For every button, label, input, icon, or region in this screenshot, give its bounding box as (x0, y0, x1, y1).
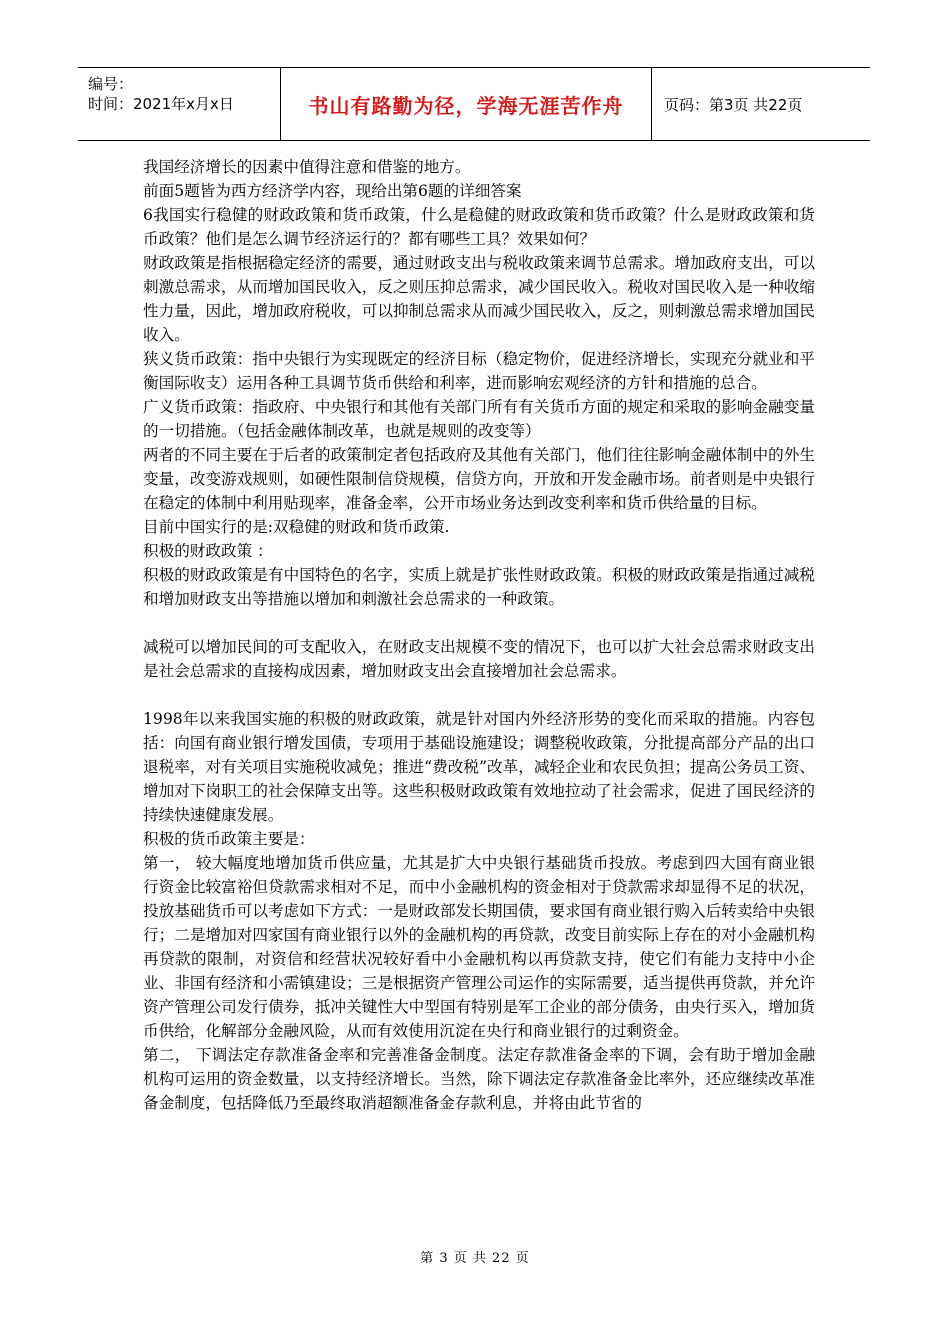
paragraph: 狭义货币政策：指中央银行为实现既定的经济目标（稳定物价，促进经济增长，实现充分就业和平衡国际收支）运用各种工具调节货币供给和利率，进而影响宏观经济的方针和措施的总合。 (143, 350, 815, 392)
paragraph: 两者的不同主要在于后者的政策制定者包括政府及其他有关部门，他们往往影响金融体制中的外生变量，改变游戏规则，如硬性限制信贷规模，信贷方向，开放和开发金融市场。前者则是中央银行在稳定的体制中利用贴现率，准备金率，公开市场业务达到改变利率和货币供给量的目标。 (143, 446, 815, 512)
header-page-label: 页码：第3页 共22页 (664, 95, 803, 114)
document-body (143, 155, 815, 1115)
paragraph: 第二， 下调法定存款准备金率和完善准备金制度。法定存款准备金率的下调，会有助于增加金融机构可运用的资金数量，以支持经济增长。当然，除下调法定存款准备金比率外，还应继续改革准备金制度，包括降低乃至最终取消超额准备金存款利息，并将由此节省的 (143, 1046, 815, 1112)
paragraph: 积极的财政政策 ： (143, 542, 273, 560)
header-motto: 书山有路勤为径，学海无涯苦作舟 (281, 68, 652, 140)
paragraph: 广义货币政策：指政府、中央银行和其他有关部门所有有关货币方面的规定和采取的影响金融变量的一切措施。（包括金融体制改革，也就是规则的改变等） (143, 398, 815, 440)
paragraph: 1998年以来我国实施的积极的财政政策，就是针对国内外经济形势的变化而采取的措施。内容包括：向国有商业银行增发国债，专项用于基础设施建设；调整税收政策，分批提高部分产品的出口退税率，对有关项目实施税收减免；推进“费改税”改革，减轻企业和农民负担；提高公务员工资、增加对下岗职工的社会保障支出等。这些积极财政政策有效地拉动了社会需求，促进了国民经济的持续快速健康发展。 (143, 710, 815, 824)
date-label: 时间：2021年x月x日 (88, 95, 234, 113)
paragraph: 减税可以增加民间的可支配收入，在财政支出规模不变的情况下，也可以扩大社会总需求财政支出是社会总需求的直接构成因素，增加财政支出会直接增加社会总需求。 (143, 638, 815, 680)
header-meta (78, 68, 281, 140)
paragraph: 积极的货币政策主要是： (143, 830, 315, 848)
paragraph: 积极的财政政策是有中国特色的名字，实质上就是扩张性财政政策。积极的财政政策是指通过减税和增加财政支出等措施以增加和刺激社会总需求的一种政策。 (143, 566, 815, 608)
paragraph: 我国经济增长的因素中值得注意和借鉴的地方。 (143, 158, 471, 176)
paragraph: 财政政策是指根据稳定经济的需要，通过财政支出与税收政策来调节总需求。增加政府支出，可以刺激总需求，从而增加国民收入，反之则压抑总需求，减少国民收入。税收对国民收入是一种收缩性力量，因此，增加政府税收，可以抑制总需求从而减少国民收入，反之，则刺激总需求增加国民收入。 (143, 254, 815, 344)
paragraph: 目前中国实行的是:双稳健的财政和货币政策. (143, 518, 450, 536)
page-header (78, 67, 870, 141)
serial-label: 编号： (88, 75, 134, 93)
paragraph: 第一， 较大幅度地增加货币供应量，尤其是扩大中央银行基础货币投放。考虑到四大国有商业银行资金比较富裕但贷款需求相对不足，而中小金融机构的资金相对于贷款需求却显得不足的状况，投放基础货币可以考虑如下方式：一是财政部发长期国债，要求国有商业银行购入后转卖给中央银行；二是增加对四家国有商业银行以外的金融机构的再贷款，改变目前实际上存在的对小金融机构再贷款的限制，对资信和经营状况较好看中小金融机构以再贷款支持，使它们有能力支持中小企业、非国有经济和小需镇建设；三是根据资产管理公司运作的实际需要，适当提供再贷款，并允许资产管理公司发行债券，抵冲关键性大中型国有特别是军工企业的部分债务，由央行买入，增加货币供给，化解部分金融风险，从而有效使用沉淀在央行和商业银行的过剩资金。 (143, 854, 815, 1040)
paragraph: 6我国实行稳健的财政政策和货币政策，什么是稳健的财政政策和货币政策？什么是财政政策和货币政策？他们是怎么调节经济运行的？都有哪些工具？效果如何？ (143, 206, 815, 248)
paragraph: 前面5题皆为西方经济学内容，现给出第6题的详细答案 (143, 182, 522, 200)
page-footer: 第 3 页 共 22 页 (420, 1251, 530, 1266)
